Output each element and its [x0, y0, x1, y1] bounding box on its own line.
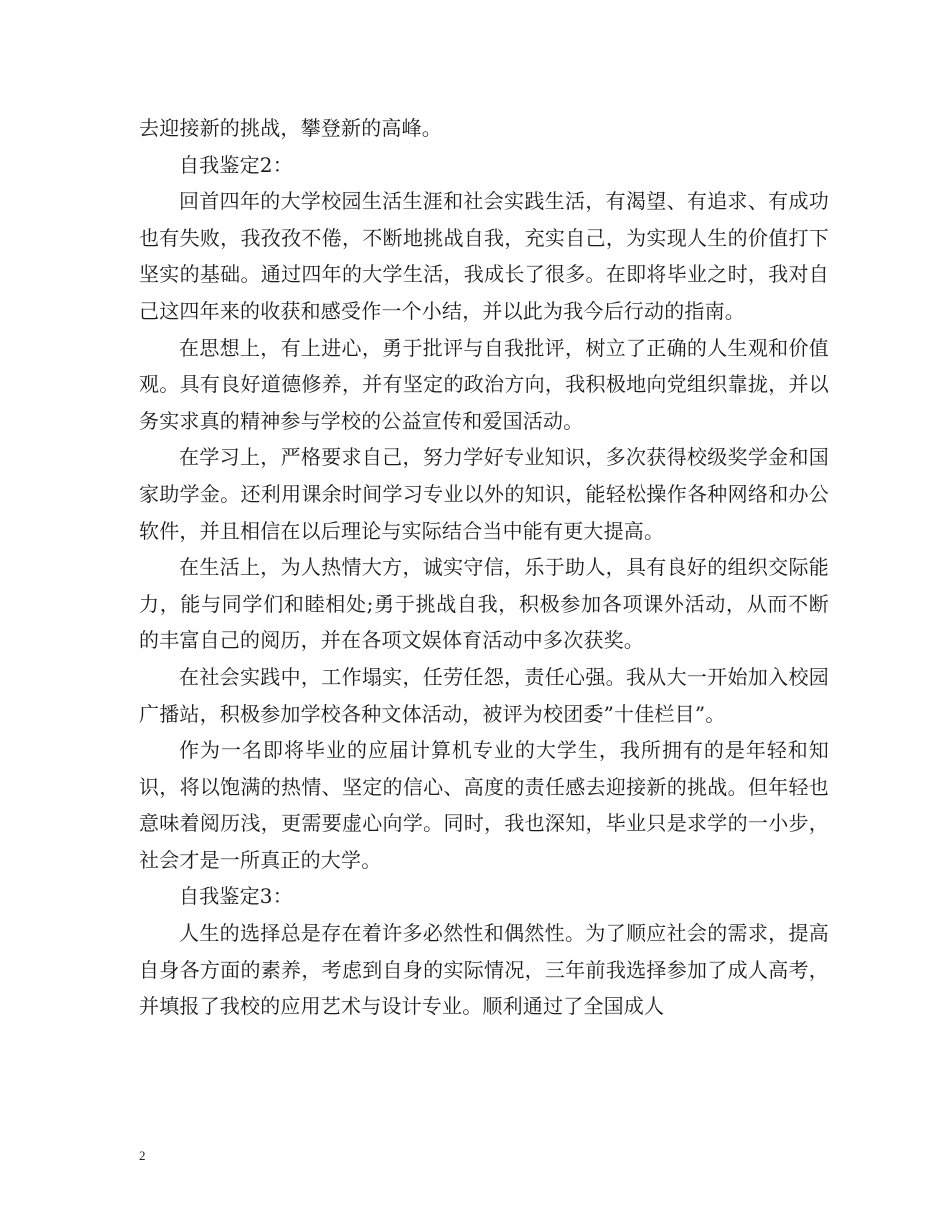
page-number: 2: [139, 1148, 146, 1163]
paragraph-social-practice: 在社会实践中，工作塌实，任劳任怨，责任心强。我从大一开始加入校园广播站，积极参加学校各种文体活动，被评为校团委”十佳栏目”。: [139, 664, 829, 726]
paragraph-graduate: 作为一名即将毕业的应届计算机专业的大学生，我所拥有的是年轻和知识，将以饱满的热情、坚定的信心、高度的责任感去迎接新的挑战。但年轻也意味着阅历浅，更需要虚心向学。同时，我也深知，毕业只是求学的一小步，社会才是一所真正的大学。: [139, 738, 829, 872]
document-body: [139, 110, 829, 1025]
paragraph-life: 在生活上，为人热情大方，诚实守信，乐于助人，具有良好的组织交际能力，能与同学们和睦相处;勇于挑战自我，积极参加各项课外活动，从而不断的丰富自己的阅历，并在各项文娱体育活动中多次获奖。: [139, 555, 829, 653]
paragraph-continuation: 去迎接新的挑战，攀登新的高峰。: [139, 116, 442, 140]
section-heading-self-assessment-2: 自我鉴定2：: [179, 152, 293, 177]
paragraph-study: 在学习上，严格要求自己，努力学好专业知识，多次获得校级奖学金和国家助学金。还利用课余时间学习专业以外的知识，能轻松操作各种网络和办公软件，并且相信在以后理论与实际结合当中能有更大提高。: [139, 445, 829, 543]
section-heading-self-assessment-3: 自我鉴定3：: [179, 884, 293, 909]
paragraph-review: 回首四年的大学校园生活生涯和社会实践生活，有渴望、有追求、有成功也有失败，我孜孜不倦，不断地挑战自我，充实自己，为实现人生的价值打下坚实的基础。通过四年的大学生活，我成长了很多。在即将毕业之时，我对自己这四年来的收获和感受作一个小结，并以此为我今后行动的指南。: [139, 189, 829, 323]
paragraph-life-choice: 人生的选择总是存在着许多必然性和偶然性。为了顺应社会的需求，提高自身各方面的素养，考虑到自身的实际情况，三年前我选择参加了成人高考，并填报了我校的应用艺术与设计专业。顺利通过了全国成人: [139, 921, 829, 1019]
paragraph-ideology: 在思想上，有上进心，勇于批评与自我批评，树立了正确的人生观和价值观。具有良好道德修养，并有坚定的政治方向，我积极地向党组织靠拢，并以务实求真的精神参与学校的公益宣传和爱国活动。: [139, 335, 829, 433]
